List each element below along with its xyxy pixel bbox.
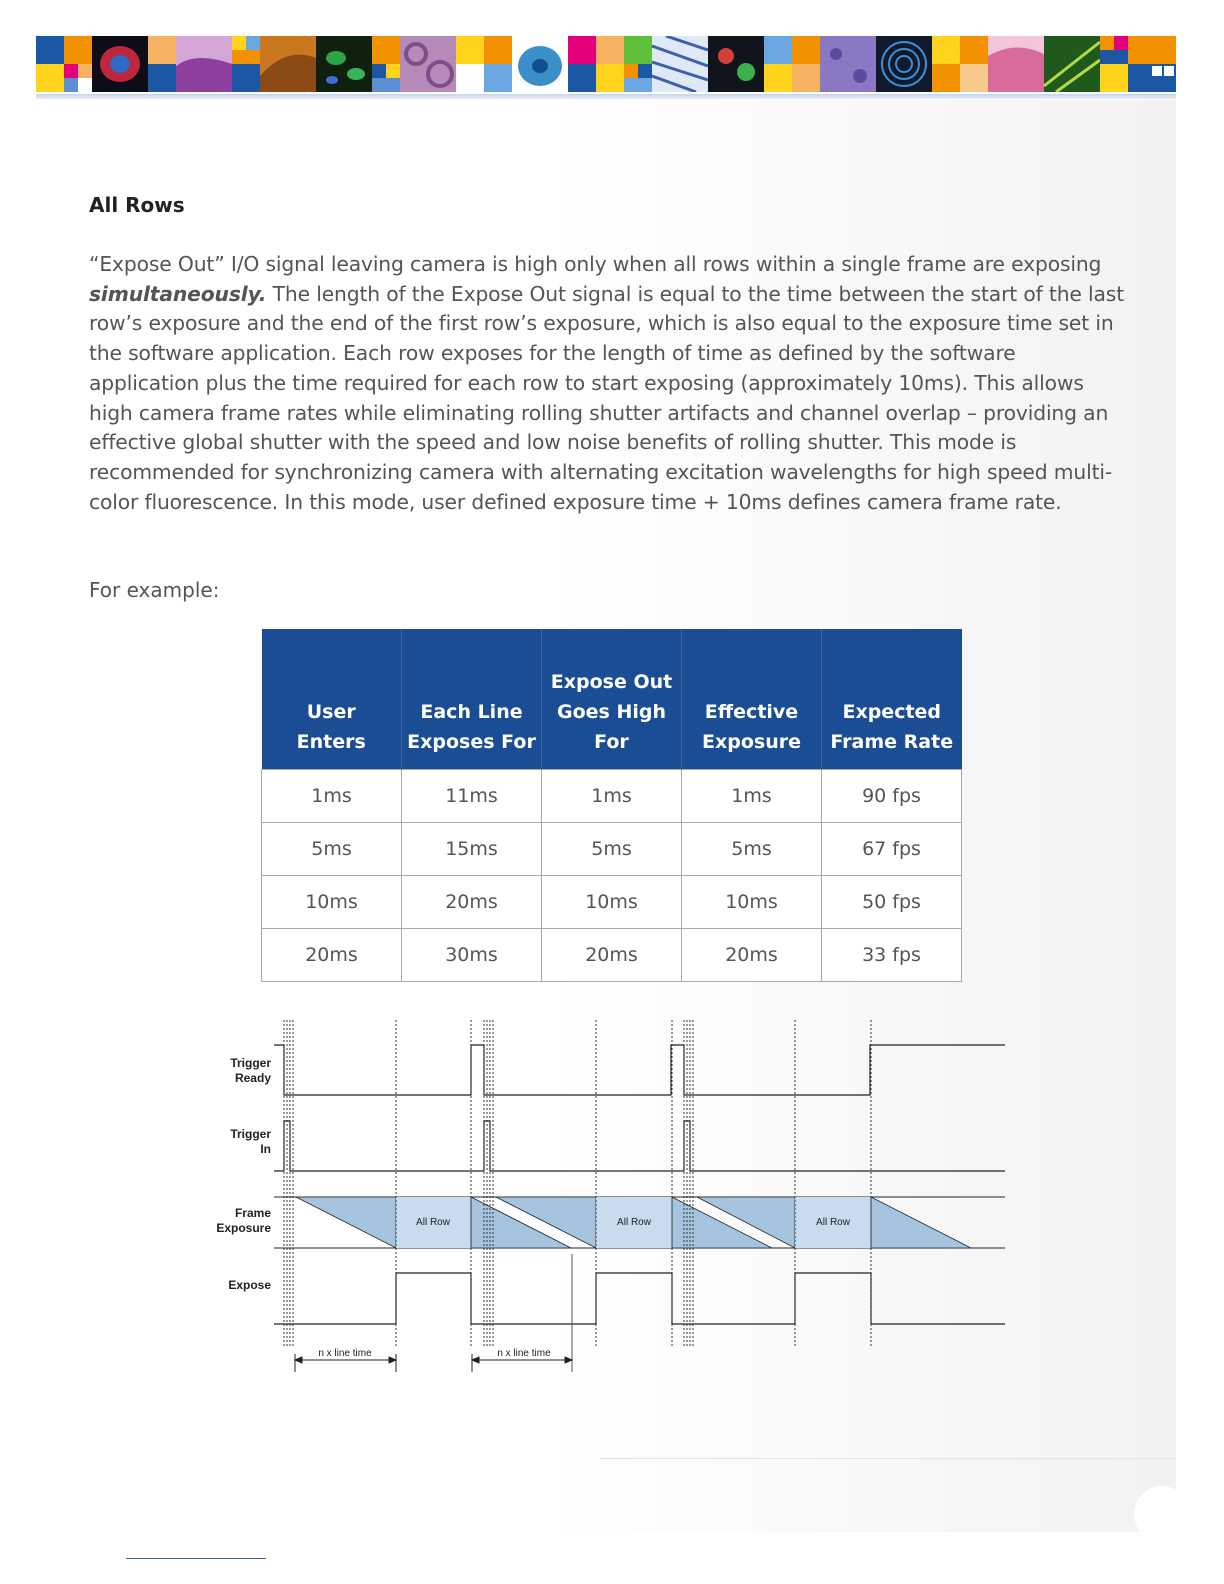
table-cell: 15ms <box>402 823 542 876</box>
table-cell: 20ms <box>262 929 402 982</box>
table-cell: 10ms <box>262 876 402 929</box>
signal-label-trigger-in-1: Trigger <box>230 1127 271 1141</box>
header-expose-out: Expose Out Goes High For <box>542 630 682 770</box>
table-cell: 30ms <box>402 929 542 982</box>
table-cell: 11ms <box>402 770 542 823</box>
header-each-line: Each Line Exposes For <box>402 630 542 770</box>
expose-wave <box>274 1273 1005 1324</box>
table-cell: 5ms <box>542 823 682 876</box>
corner-decoration <box>1134 1486 1190 1542</box>
table-cell: 10ms <box>682 876 822 929</box>
table-row <box>262 770 962 823</box>
table-cell: 50 fps <box>822 876 962 929</box>
header-user-enters: User Enters <box>262 630 402 770</box>
signal-label-trigger-in-2: In <box>260 1142 271 1156</box>
table-row <box>262 823 962 876</box>
paragraph-lead: “Expose Out” I/O signal leaving camera is high only when all rows within a single frame are exposing <box>89 252 1102 276</box>
header-banner <box>36 36 1176 92</box>
table-cell: 20ms <box>542 929 682 982</box>
paragraph-emphasis: simultaneously. <box>89 281 267 306</box>
trigger-in-wave <box>274 1121 1005 1171</box>
section-heading: All Rows <box>89 193 185 217</box>
example-label: For example: <box>89 578 220 602</box>
table-cell: 20ms <box>402 876 542 929</box>
table-cell: 67 fps <box>822 823 962 876</box>
footer-rule <box>126 1558 266 1559</box>
table-row <box>262 929 962 982</box>
table-cell: 90 fps <box>822 770 962 823</box>
trigger-ready-wave <box>274 1045 1005 1095</box>
paragraph-rest: The length of the Expose Out signal is equal to the time between the start of the last row’s exposure and the end of the first row’s exposure, which is also equal to the exposure time set in the software application. Each row exposes for the length of time as defined by the software application plus the time required for each row to start exposing (approximately 10ms). This allows high camera frame rates while eliminating rolling shutter artifacts and channel overlap – providing an effective global shutter with the speed and low noise benefits of rolling shutter. This mode is recommended for synchronizing camera with alternating excitation wavelengths for high speed multi-color fluorescence. In this mode, user defined exposure time + 10ms defines camera frame rate. <box>89 281 1125 514</box>
table-cell: 10ms <box>542 876 682 929</box>
table-cell: 20ms <box>682 929 822 982</box>
header-effective-exposure: Effective Exposure <box>682 630 822 770</box>
page-bottom-rule <box>600 1458 1176 1459</box>
table-cell: 1ms <box>262 770 402 823</box>
table-cell: 5ms <box>682 823 822 876</box>
all-row-label-1: All Row <box>416 1217 450 1228</box>
table-cell: 33 fps <box>822 929 962 982</box>
table-row <box>262 876 962 929</box>
all-row-label-2: All Row <box>617 1217 651 1228</box>
header-frame-rate: Expected Frame Rate <box>822 630 962 770</box>
body-paragraph <box>89 250 1129 517</box>
banner-underline <box>36 94 1176 99</box>
timing-diagram <box>200 1010 1020 1380</box>
table-cell: 5ms <box>262 823 402 876</box>
all-row-label-3: All Row <box>816 1217 850 1228</box>
table-cell: 1ms <box>682 770 822 823</box>
signal-label-frame-exposure-1: Frame <box>234 1206 271 1220</box>
signal-label-expose: Expose <box>228 1278 271 1292</box>
exposure-table <box>261 629 962 982</box>
table-header-row <box>262 630 962 770</box>
signal-label-trigger-ready-2: Ready <box>234 1071 271 1085</box>
interval-label-1: n x line time <box>318 1348 372 1359</box>
signal-label-frame-exposure-2: Exposure <box>216 1221 271 1235</box>
interval-label-2: n x line time <box>497 1348 551 1359</box>
signal-label-trigger-ready-1: Trigger <box>230 1056 271 1070</box>
timing-markers <box>284 1020 871 1348</box>
table-cell: 1ms <box>542 770 682 823</box>
